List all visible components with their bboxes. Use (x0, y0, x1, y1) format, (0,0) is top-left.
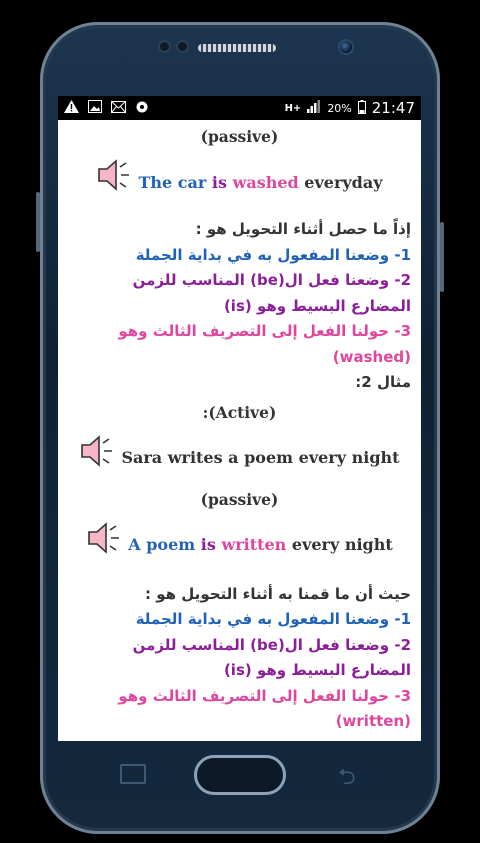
screen (58, 96, 421, 741)
clock: 21:47 (371, 99, 415, 117)
step-2: 2- وضعنا فعل ال(be) المناسب للزمن المضارع البسيط وهو (is) (132, 635, 411, 679)
step-3: 3- حولنا الفعل إلى التصريف الثالث وهو (washed) (118, 322, 411, 366)
example-row (68, 431, 411, 471)
example-word: everyday (304, 172, 383, 192)
battery-percent: 20% (327, 101, 352, 115)
explanation-intro: إذاً ما حصل أثناء التحويل هو : (195, 220, 411, 238)
proximity-sensor (160, 42, 169, 51)
light-sensor (178, 42, 187, 51)
mail-icon (111, 101, 126, 116)
warning-icon (64, 100, 79, 116)
speaker-icon[interactable] (79, 434, 115, 468)
signal-icon (307, 100, 321, 116)
image-icon (88, 100, 102, 116)
example-word: washed (232, 172, 299, 192)
speaker-icon[interactable] (96, 158, 132, 192)
recent-apps-button[interactable] (120, 764, 146, 784)
example-row (68, 518, 411, 558)
home-button[interactable] (194, 755, 286, 795)
speaker-icon[interactable] (86, 521, 122, 555)
example-word: car (177, 172, 207, 192)
status-bar (58, 96, 421, 120)
explanation-intro: حيث أن ما قمنا به أثناء التحويل هو : (145, 584, 411, 603)
network-type: H+ (284, 102, 302, 114)
power-button (440, 222, 444, 292)
passive-label: (passive) (200, 489, 279, 509)
step-1: 1- وضعنا المفعول به في بداية الجملة (135, 610, 411, 628)
example-word: poem (146, 535, 196, 554)
example-word: written (221, 535, 287, 554)
step-3: 3- حولنا الفعل إلى التصريف الثالث وهو (written) (118, 686, 411, 730)
step-1: 1- وضعنا المفعول به في بداية الجملة (135, 245, 411, 264)
example-row (68, 155, 411, 195)
example-word: is (200, 535, 216, 554)
example-word: The (138, 172, 173, 192)
example-word: is (211, 172, 227, 192)
front-camera (340, 41, 352, 53)
settings-icon (135, 100, 149, 117)
example-word: A (128, 535, 141, 554)
example-word: every night (291, 535, 393, 554)
example-2-label: مثال 2: (355, 373, 411, 391)
back-button[interactable]: ⮌ (338, 765, 356, 790)
step-2: 2- وضعنا فعل ال(be) المناسب للزمن المضارع البسيط وهو (is) (132, 271, 411, 315)
active-label: :(Active) (202, 402, 277, 422)
volume-button (36, 192, 40, 252)
earpiece-speaker (198, 44, 276, 52)
passive-label: (passive) (200, 127, 279, 146)
battery-icon (358, 100, 366, 117)
example-sentence: Sara writes a poem every night (121, 448, 400, 467)
lesson-content (58, 120, 421, 741)
